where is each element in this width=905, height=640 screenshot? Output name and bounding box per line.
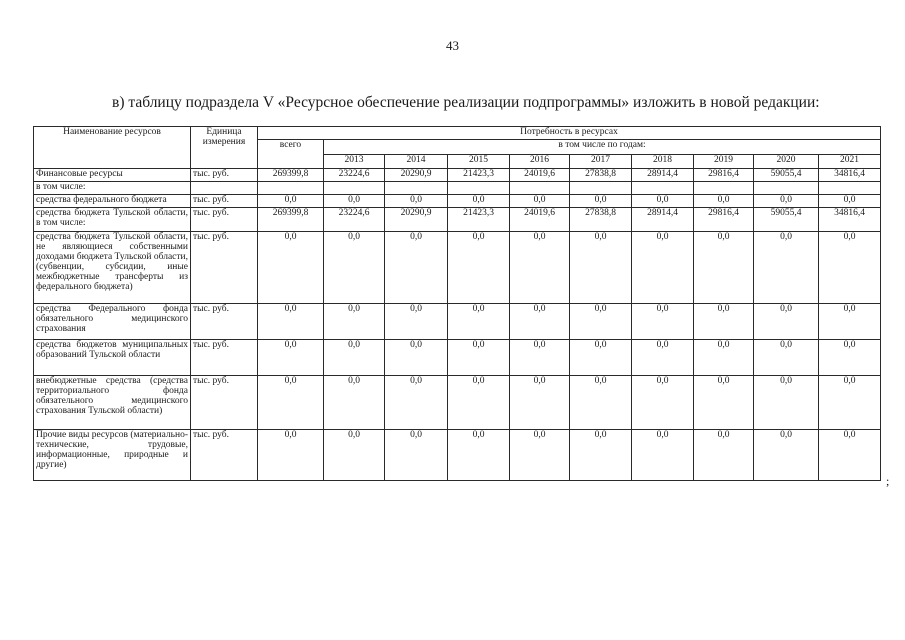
row-value-2019: 29816,4 [694,208,754,232]
row-value-2021: 0,0 [819,304,881,340]
row-value-2019: 29816,4 [694,169,754,182]
row-name: Прочие виды ресурсов (материально-технические, трудовые, информационные, природные и другие) [34,430,191,481]
header-year-2020: 2020 [754,155,819,169]
row-value-2017: 0,0 [570,340,632,376]
row-value-2021: 34816,4 [819,208,881,232]
header-year-2016: 2016 [510,155,570,169]
row-value-2013 [324,182,385,195]
row-unit: тыс. руб. [191,304,258,340]
row-value-2018: 0,0 [632,430,694,481]
row-value-2014: 20290,9 [385,169,448,182]
row-value-2013: 23224,6 [324,208,385,232]
table-row [34,182,881,195]
row-unit: тыс. руб. [191,430,258,481]
row-total: 269399,8 [258,208,324,232]
row-name: средства бюджета Тульской области, не являющиеся собственными доходами бюджета Тульской области, (субвенции, субсидии, иные межбюджетные трансферты из федерального бюджета) [34,232,191,304]
table-row [34,232,881,304]
row-value-2020: 0,0 [754,376,819,430]
row-total: 0,0 [258,340,324,376]
row-value-2014: 0,0 [385,430,448,481]
row-value-2013: 0,0 [324,232,385,304]
row-value-2016: 0,0 [510,304,570,340]
row-value-2013: 0,0 [324,430,385,481]
row-value-2021 [819,182,881,195]
row-value-2019: 0,0 [694,304,754,340]
row-value-2013: 0,0 [324,340,385,376]
table-row [34,376,881,430]
row-value-2017: 0,0 [570,232,632,304]
header-unit: Единица измерения [191,127,258,169]
header-year-2015: 2015 [448,155,510,169]
row-value-2016: 0,0 [510,340,570,376]
row-name: внебюджетные средства (средства территориального фонда обязательного медицинского страхования Тульской области) [34,376,191,430]
row-name: средства бюджета Тульской области, в том числе: [34,208,191,232]
row-total: 0,0 [258,195,324,208]
row-value-2019: 0,0 [694,376,754,430]
page-number: 43 [446,38,459,53]
row-value-2016: 0,0 [510,232,570,304]
row-value-2021: 0,0 [819,376,881,430]
row-value-2018: 0,0 [632,232,694,304]
trailing-semicolon: ; [886,474,890,488]
row-value-2020: 0,0 [754,340,819,376]
header-total: всего [258,140,324,169]
row-value-2017: 27838,8 [570,169,632,182]
header-year-2013: 2013 [324,155,385,169]
header-row-1 [34,127,881,140]
row-value-2020: 0,0 [754,430,819,481]
table-row [34,208,881,232]
row-value-2013: 0,0 [324,304,385,340]
row-value-2014: 0,0 [385,376,448,430]
header-year-2021: 2021 [819,155,881,169]
row-value-2021: 0,0 [819,195,881,208]
row-value-2014: 0,0 [385,195,448,208]
row-value-2015: 0,0 [448,340,510,376]
row-total: 269399,8 [258,169,324,182]
row-value-2016: 24019,6 [510,169,570,182]
row-value-2021: 34816,4 [819,169,881,182]
row-value-2020 [754,182,819,195]
row-value-2017: 0,0 [570,195,632,208]
row-total: 0,0 [258,376,324,430]
row-total [258,182,324,195]
row-value-2018: 28914,4 [632,208,694,232]
row-unit: тыс. руб. [191,376,258,430]
row-value-2015: 21423,3 [448,208,510,232]
row-value-2019 [694,182,754,195]
row-value-2015: 0,0 [448,304,510,340]
header-name: Наименование ресурсов [34,127,191,169]
row-value-2018: 0,0 [632,304,694,340]
row-value-2015: 21423,3 [448,169,510,182]
header-year-2017: 2017 [570,155,632,169]
row-value-2014: 0,0 [385,232,448,304]
table-row [34,340,881,376]
row-value-2014: 0,0 [385,304,448,340]
row-value-2020: 59055,4 [754,208,819,232]
row-value-2021: 0,0 [819,232,881,304]
row-value-2019: 0,0 [694,195,754,208]
row-unit: тыс. руб. [191,195,258,208]
row-value-2015: 0,0 [448,430,510,481]
header-year-2018: 2018 [632,155,694,169]
row-value-2021: 0,0 [819,430,881,481]
row-value-2015: 0,0 [448,376,510,430]
row-value-2017: 0,0 [570,376,632,430]
table-row [34,195,881,208]
row-value-2019: 0,0 [694,340,754,376]
row-value-2021: 0,0 [819,340,881,376]
row-value-2016: 24019,6 [510,208,570,232]
row-unit: тыс. руб. [191,169,258,182]
row-value-2017: 27838,8 [570,208,632,232]
row-name: в том числе: [34,182,191,195]
row-value-2017: 0,0 [570,304,632,340]
row-value-2013: 0,0 [324,376,385,430]
row-name: средства федерального бюджета [34,195,191,208]
row-value-2017: 0,0 [570,430,632,481]
row-value-2017 [570,182,632,195]
row-value-2016: 0,0 [510,376,570,430]
row-value-2015: 0,0 [448,195,510,208]
row-value-2014: 0,0 [385,340,448,376]
row-unit [191,182,258,195]
row-name: средства Федерального фонда обязательного медицинского страхования [34,304,191,340]
row-value-2013: 0,0 [324,195,385,208]
row-name: средства бюджетов муниципальных образований Тульской области [34,340,191,376]
row-value-2013: 23224,6 [324,169,385,182]
row-unit: тыс. руб. [191,340,258,376]
header-need: Потребность в ресурсах [258,127,881,140]
row-unit: тыс. руб. [191,208,258,232]
row-value-2020: 0,0 [754,232,819,304]
row-total: 0,0 [258,232,324,304]
row-value-2016: 0,0 [510,195,570,208]
header-year-2014: 2014 [385,155,448,169]
row-name: Финансовые ресурсы [34,169,191,182]
row-total: 0,0 [258,430,324,481]
row-value-2018 [632,182,694,195]
row-value-2016 [510,182,570,195]
table-row [34,169,881,182]
resource-table [33,126,881,481]
header-year-2019: 2019 [694,155,754,169]
header-by-years: в том числе по годам: [324,140,881,155]
row-value-2020: 59055,4 [754,169,819,182]
row-total: 0,0 [258,304,324,340]
intro-paragraph: в) таблицу подраздела V «Ресурсное обеспечение реализации подпрограммы» изложить в новой редакции: [112,94,820,111]
row-unit: тыс. руб. [191,232,258,304]
row-value-2019: 0,0 [694,430,754,481]
row-value-2014 [385,182,448,195]
table-row [34,304,881,340]
row-value-2018: 28914,4 [632,169,694,182]
row-value-2019: 0,0 [694,232,754,304]
row-value-2020: 0,0 [754,195,819,208]
row-value-2014: 20290,9 [385,208,448,232]
row-value-2015: 0,0 [448,232,510,304]
row-value-2016: 0,0 [510,430,570,481]
row-value-2018: 0,0 [632,195,694,208]
row-value-2020: 0,0 [754,304,819,340]
row-value-2018: 0,0 [632,376,694,430]
row-value-2018: 0,0 [632,340,694,376]
table-row [34,430,881,481]
row-value-2015 [448,182,510,195]
